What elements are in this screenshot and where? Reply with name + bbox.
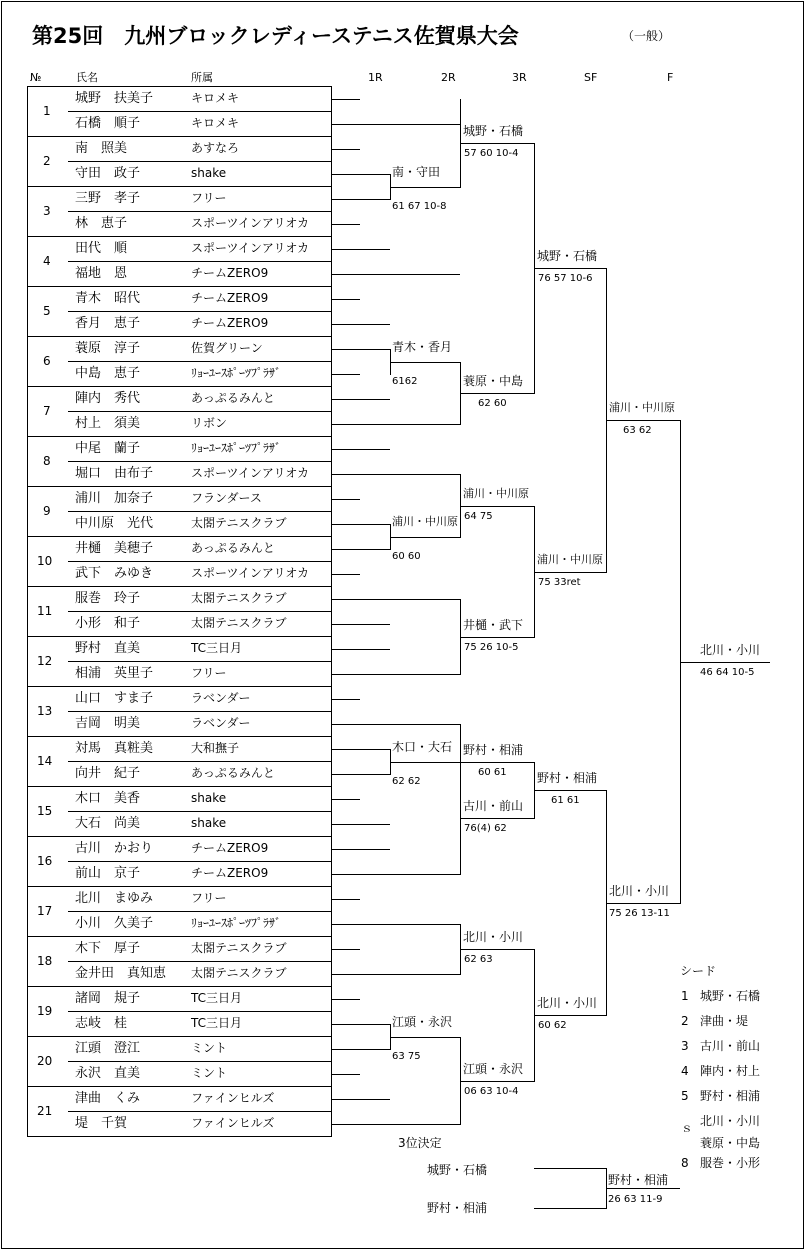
pair-number: 1 [43, 104, 51, 118]
match-winner: 城野・石橋 [537, 249, 598, 263]
player-name: 城野 扶美子 [75, 91, 154, 106]
match-winner: 井樋・武下 [463, 618, 524, 632]
player-name: 村上 須美 [75, 416, 141, 431]
bracket-line [332, 199, 390, 200]
player-club: あすなろ [191, 141, 240, 155]
player-name: 堀口 由布子 [75, 466, 154, 481]
match-score: 75 33ret [538, 577, 581, 588]
bracket-line [390, 1037, 460, 1038]
player-club: ﾘｮｰﾕｰｽﾎﾟｰﾂﾌﾟﾗｻﾞ [191, 441, 282, 455]
pair-divider [68, 461, 332, 462]
third-place-pair-b: 野村・相浦 [427, 1201, 488, 1215]
bracket-line [332, 824, 390, 825]
bracket-line [332, 774, 390, 775]
bracket-line [332, 1124, 460, 1125]
bracket-line [332, 249, 390, 250]
player-name: 井樋 美穂子 [75, 541, 154, 556]
player-club: チームZERO9 [191, 866, 269, 880]
player-name: 山口 すま子 [75, 691, 154, 706]
match-score: 76(4) 62 [464, 823, 507, 834]
player-club: ミント [191, 1066, 228, 1080]
player-club: 太閤テニスクラブ [191, 616, 287, 630]
player-name: 浦川 加奈子 [75, 491, 154, 506]
player-name: 中島 恵子 [75, 366, 141, 381]
bracket-line [606, 420, 680, 421]
match-score: 64 75 [464, 511, 493, 522]
player-club: TC三日月 [191, 991, 243, 1005]
match-winner: 北川・小川 [463, 930, 524, 944]
player-club: 佐賀グリーン [191, 341, 263, 355]
player-name: 香月 恵子 [75, 316, 141, 331]
player-club: チームZERO9 [191, 316, 269, 330]
player-name: 永沢 直美 [75, 1066, 141, 1081]
pair-number: 13 [37, 704, 53, 718]
player-name: 中尾 蘭子 [75, 441, 141, 456]
player-name: 江頭 澄江 [75, 1041, 141, 1056]
bracket-line [460, 143, 534, 144]
player-club: あっぷるみんと [191, 391, 275, 405]
match-winner: 江頭・永沢 [392, 1015, 453, 1029]
bracket-line [390, 537, 460, 538]
player-club: 太閤テニスクラブ [191, 941, 287, 955]
player-name: 吉岡 明美 [75, 716, 141, 731]
category-label: （一般） [622, 29, 671, 43]
match-score: 06 63 10-4 [464, 1086, 519, 1097]
pair-divider [68, 311, 332, 312]
player-name: 向井 紀子 [75, 766, 141, 781]
bracket-line [332, 649, 390, 650]
pair-number: 2 [43, 154, 51, 168]
bracket-line [332, 674, 460, 675]
player-club: shake [191, 791, 227, 805]
match-score: 76 57 10-6 [538, 273, 593, 284]
player-club: ミント [191, 1041, 228, 1055]
bracket-line [460, 818, 534, 819]
pair-number: 19 [37, 1004, 53, 1018]
bracket-line [332, 1049, 390, 1050]
player-name: 石橋 順子 [75, 116, 141, 131]
player-name: 対馬 真粧美 [75, 741, 154, 756]
player-club: ﾘｮｰﾕｰｽﾎﾟｰﾂﾌﾟﾗｻﾞ [191, 916, 282, 930]
bracket-line [332, 149, 360, 150]
bracket-line [680, 662, 770, 663]
bracket-line [332, 324, 390, 325]
bracket-line [332, 899, 360, 900]
match-winner: 浦川・中川原 [392, 515, 458, 528]
third-place-title: 3位決定 [398, 1136, 442, 1150]
match-score: 61 61 [551, 795, 580, 806]
bracket-line [534, 268, 606, 269]
bracket-line [332, 449, 390, 450]
pair-number: 16 [37, 854, 53, 868]
pair-divider [68, 761, 332, 762]
player-club: フリー [191, 891, 227, 905]
player-club: 太閤テニスクラブ [191, 591, 287, 605]
player-name: 相浦 英里子 [75, 666, 154, 681]
bracket-line [332, 549, 390, 550]
player-name: 金井田 真知恵 [75, 966, 167, 981]
player-club: チームZERO9 [191, 841, 269, 855]
player-name: 田代 順 [75, 241, 128, 256]
match-score: 60 62 [538, 1020, 567, 1031]
bracket-line [332, 474, 460, 475]
header-round3: 3R [512, 71, 527, 84]
header-name: 氏名 [76, 71, 98, 84]
player-name: 服巻 玲子 [75, 591, 141, 606]
seed-number: 1 [681, 989, 689, 1003]
bracket-line [460, 506, 534, 507]
player-club: チームZERO9 [191, 266, 269, 280]
player-club: フリー [191, 666, 227, 680]
bracket-line [332, 274, 460, 275]
player-name: 大石 尚美 [75, 816, 141, 831]
player-name: 中川原 光代 [75, 516, 154, 531]
pair-number: 17 [37, 904, 53, 918]
bracket-line [460, 1081, 534, 1082]
bracket-line [332, 874, 460, 875]
player-name: 武下 みゆき [75, 566, 154, 581]
player-club: キロメキ [191, 91, 240, 105]
player-name: 堤 千賀 [75, 1116, 128, 1131]
third-place-score: 26 63 11-9 [608, 1194, 663, 1205]
pair-divider [68, 511, 332, 512]
bracket-line [332, 99, 360, 100]
bracket-line [332, 524, 390, 525]
player-name: 志岐 桂 [75, 1016, 128, 1031]
pair-number: 20 [37, 1054, 53, 1068]
player-name: 小形 和子 [75, 616, 141, 631]
player-club: スポーツインアリオカ [191, 466, 309, 480]
bracket-line [332, 299, 360, 300]
player-name: 野村 直美 [75, 641, 141, 656]
header-club: 所属 [191, 71, 213, 84]
header-final: F [667, 71, 674, 84]
pair-divider [68, 961, 332, 962]
pair-divider [68, 361, 332, 362]
player-name: 木下 厚子 [75, 941, 141, 956]
match-winner: 南・守田 [392, 165, 441, 179]
bracket-line [332, 1099, 390, 1100]
match-winner: 江頭・永沢 [463, 1062, 524, 1076]
player-club: フリー [191, 191, 227, 205]
pair-number: 12 [37, 654, 53, 668]
bracket-line [606, 1188, 680, 1189]
seed-pair: 城野・石橋 [700, 989, 761, 1003]
player-club: shake [191, 166, 227, 180]
third-place-pair-a: 城野・石橋 [427, 1163, 488, 1177]
seed-number: 8 [681, 1156, 689, 1170]
bracket-line [534, 790, 606, 791]
pair-number: 10 [37, 554, 53, 568]
pair-divider [68, 1111, 332, 1112]
seed-title: シード [680, 964, 717, 978]
pair-divider [68, 561, 332, 562]
seed-number: 2 [681, 1014, 689, 1028]
bracket-line [332, 974, 460, 975]
player-club: 大和撫子 [191, 741, 240, 755]
player-name: 南 照美 [75, 141, 128, 156]
bracket-line [332, 749, 390, 750]
player-club: ﾘｮｰﾕｰｽﾎﾟｰﾂﾌﾟﾗｻﾞ [191, 366, 282, 380]
player-name: 青木 昭代 [75, 291, 141, 306]
match-winner: 北川・小川 [609, 884, 670, 898]
bracket-line [332, 799, 360, 800]
pair-number: 11 [37, 604, 53, 618]
player-name: 林 恵子 [75, 216, 128, 231]
match-winner: 青木・香月 [392, 340, 453, 354]
match-winner: 野村・相浦 [463, 743, 524, 757]
match-winner: 北川・小川 [537, 996, 598, 1010]
bracket-line [460, 637, 534, 638]
pair-number: 18 [37, 954, 53, 968]
seed-pair: 古川・前山 [700, 1039, 761, 1053]
bracket-line [332, 224, 360, 225]
bracket-line [332, 699, 360, 700]
bracket-line [460, 949, 534, 950]
pair-number: 7 [43, 404, 51, 418]
bracket-line [332, 949, 360, 950]
player-name: 北川 まゆみ [75, 891, 154, 906]
bracket-line [332, 174, 390, 175]
page-title: 第25回 九州ブロックレディーステニス佐賀県大会 [32, 24, 519, 48]
player-club: キロメキ [191, 116, 240, 130]
player-club: 太閤テニスクラブ [191, 966, 287, 980]
match-winner: 浦川・中川原 [537, 553, 603, 566]
bracket-line [606, 903, 680, 904]
pair-divider [68, 111, 332, 112]
pair-number: 14 [37, 754, 53, 768]
seed-number: 5 [681, 1089, 689, 1103]
pair-divider [68, 411, 332, 412]
bracket-line [332, 124, 460, 125]
pair-number: 15 [37, 804, 53, 818]
header-semifinal: SF [584, 71, 598, 84]
match-score: 75 26 13-11 [609, 908, 670, 919]
player-name: 守田 政子 [75, 166, 141, 181]
pair-divider [68, 261, 332, 262]
bracket-line [534, 1168, 606, 1169]
final-score: 46 64 10-5 [700, 667, 755, 678]
third-place-winner: 野村・相浦 [608, 1173, 669, 1187]
pair-divider [68, 611, 332, 612]
seed-range-mark: ｓ [681, 1121, 694, 1135]
pair-number: 3 [43, 204, 51, 218]
header-round1: 1R [368, 71, 383, 84]
pair-divider [68, 661, 332, 662]
bracket-line [460, 762, 534, 763]
pair-divider [68, 1011, 332, 1012]
seed-number: 3 [681, 1039, 689, 1053]
player-club: TC三日月 [191, 1016, 243, 1030]
seed-pair: 津曲・堤 [700, 1014, 749, 1028]
player-club: TC三日月 [191, 641, 243, 655]
player-club: チームZERO9 [191, 291, 269, 305]
seed-pair: 服巻・小形 [700, 1156, 761, 1170]
player-club: ラベンダー [191, 716, 251, 730]
player-club: スポーツインアリオカ [191, 216, 309, 230]
seed-pair: 陣内・村上 [700, 1064, 761, 1078]
player-name: 三野 孝子 [75, 191, 141, 206]
match-score: 63 62 [623, 425, 652, 436]
bracket-line [332, 374, 360, 375]
bracket-line [332, 399, 390, 400]
bracket-line [534, 572, 606, 573]
player-club: スポーツインアリオカ [191, 241, 309, 255]
bracket-line [534, 1015, 606, 1016]
match-winner: 木口・大石 [392, 740, 453, 754]
bracket-line [332, 599, 460, 600]
pair-divider [68, 711, 332, 712]
bracket-line [534, 1208, 606, 1209]
match-score: 6162 [392, 376, 418, 387]
match-score: 62 63 [464, 954, 493, 965]
pair-divider [68, 861, 332, 862]
player-club: ラベンダー [191, 691, 251, 705]
bracket-line [332, 724, 460, 725]
match-winner: 野村・相浦 [537, 771, 598, 785]
pair-divider [68, 161, 332, 162]
bracket-line [460, 393, 534, 394]
bracket-line [332, 349, 390, 350]
player-club: あっぷるみんと [191, 766, 275, 780]
player-club: フランダース [191, 491, 262, 505]
player-name: 諸岡 規子 [75, 991, 141, 1006]
pair-divider [68, 211, 332, 212]
player-name: 古川 かおり [75, 841, 154, 856]
player-club: スポーツインアリオカ [191, 566, 309, 580]
bracket-line [332, 924, 460, 925]
player-name: 津曲 くみ [75, 1091, 141, 1106]
match-score: 62 62 [392, 776, 421, 787]
bracket-line [332, 999, 360, 1000]
match-winner: 蓑原・中島 [463, 374, 524, 388]
bracket-line [332, 424, 460, 425]
bracket-line [332, 1024, 390, 1025]
header-no: № [30, 71, 42, 84]
match-score: 60 61 [478, 767, 507, 778]
player-name: 前山 京子 [75, 866, 141, 881]
pair-number: 4 [43, 254, 51, 268]
bracket-line [332, 1074, 360, 1075]
match-winner: 城野・石橋 [463, 124, 524, 138]
seed-number: 4 [681, 1064, 689, 1078]
bracket-line [332, 574, 360, 575]
pair-divider [68, 1061, 332, 1062]
seed-pair: 野村・相浦 [700, 1089, 761, 1103]
match-score: 75 26 10-5 [464, 642, 519, 653]
seed-pair: 蓑原・中島 [700, 1136, 761, 1150]
match-score: 60 60 [392, 551, 421, 562]
pair-divider [68, 811, 332, 812]
bracket-line [390, 187, 460, 188]
match-winner: 浦川・中川原 [463, 487, 529, 500]
bracket-line [332, 849, 390, 850]
match-winner: 古川・前山 [463, 799, 524, 813]
player-club: ファインヒルズ [191, 1091, 275, 1105]
pair-number: 21 [37, 1104, 53, 1118]
pair-number: 8 [43, 454, 51, 468]
player-name: 小川 久美子 [75, 916, 154, 931]
match-winner: 浦川・中川原 [609, 401, 675, 414]
bracket-line [332, 624, 390, 625]
player-club: あっぷるみんと [191, 541, 275, 555]
pair-number: 5 [43, 304, 51, 318]
match-score: 61 67 10-8 [392, 201, 447, 212]
pair-number: 6 [43, 354, 51, 368]
player-name: 蓑原 淳子 [75, 341, 141, 356]
player-club: 太閤テニスクラブ [191, 516, 287, 530]
pair-divider [68, 911, 332, 912]
player-club: ファインヒルズ [191, 1116, 275, 1130]
seed-pair: 北川・小川 [700, 1114, 761, 1128]
final-winner: 北川・小川 [700, 643, 761, 657]
header-round2: 2R [441, 71, 456, 84]
match-score: 62 60 [478, 398, 507, 409]
match-score: 63 75 [392, 1051, 421, 1062]
bracket-line [390, 362, 460, 363]
player-club: リボン [191, 416, 228, 430]
bracket-line [390, 762, 460, 763]
player-club: shake [191, 816, 227, 830]
player-name: 陣内 秀代 [75, 391, 141, 406]
player-name: 福地 恩 [75, 266, 128, 281]
player-name: 木口 美香 [75, 791, 141, 806]
match-score: 57 60 10-4 [464, 148, 519, 159]
pair-number: 9 [43, 504, 51, 518]
bracket-line [332, 499, 360, 500]
